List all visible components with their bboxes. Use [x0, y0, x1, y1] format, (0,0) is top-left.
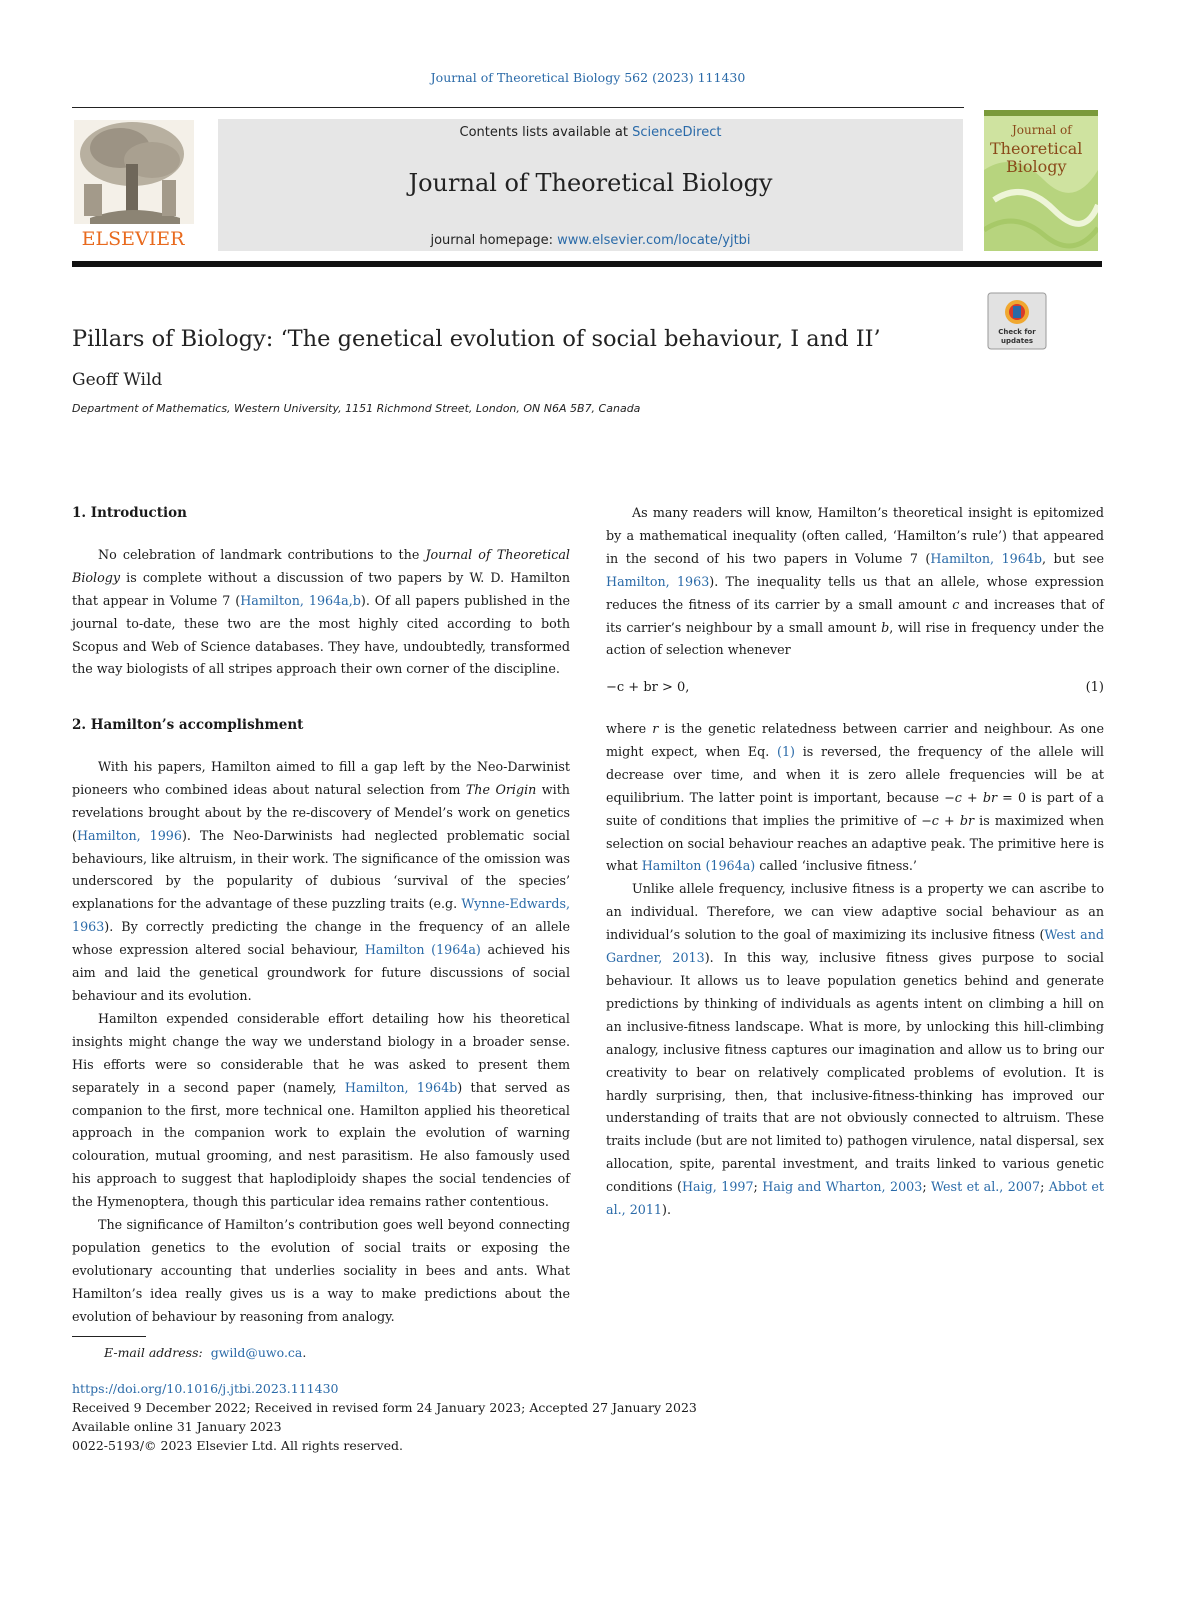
- cite-hamilton-1964b[interactable]: Hamilton, 1964b: [344, 1079, 458, 1095]
- hamilton-paragraph-1: With his papers, Hamilton aimed to fill a gap left by the Neo-Darwinist pioneers who combined ideas about natural selection from The Origin with revelations brought about by the re-discovery of Mendel’s work on genetics (Hamilton, 1996). The Neo-Darwinists had neglected problematic social behaviours, like altruism, in their work. The significance of the omission was underscored by the popularity of dubious ‘survival of the species’ explanations for the advantage of these puzzling traits (e.g. Wynne-Edwards, 1963). By correctly predicting the change in the frequency of an allele whose expression altered social behaviour, Hamilton (1964a) achieved his aim and laid the genetical groundwork for future discussions of social behaviour and its evolution.: [72, 758, 570, 1003]
- author-name: Geoff Wild: [72, 370, 163, 390]
- ref-eq-1[interactable]: (1): [777, 743, 795, 759]
- sciencedirect-link[interactable]: ScienceDirect: [632, 125, 722, 140]
- contents-line: [218, 125, 963, 140]
- journal-reference[interactable]: Journal of Theoretical Biology 562 (2023) 111430: [430, 70, 746, 85]
- hamilton-paragraph-3: The significance of Hamilton’s contribution goes well beyond connecting population genetics to the evolution of social traits or exposing the evolutionary accounting that underlies sociality in bees and ants. What Hamilton’s idea really gives us is a way to make predictions about the evolution of behaviour by reasoning from analogy.: [72, 1217, 570, 1324]
- cite-hamilton-1964b-see[interactable]: Hamilton, 1964b: [930, 550, 1043, 566]
- cite-haig-1997[interactable]: Haig, 1997: [681, 1179, 754, 1195]
- cite-wynne-edwards-1963[interactable]: Wynne-Edwards, 1963: [72, 896, 570, 935]
- svg-text:updates: updates: [1001, 337, 1033, 345]
- homepage-prefix: journal homepage:: [430, 233, 558, 248]
- equation-number: (1): [1085, 680, 1104, 695]
- section-2: [72, 714, 570, 1329]
- email-suffix: .: [302, 1345, 307, 1360]
- right-column-bottom: [606, 718, 1104, 1222]
- available-online: Available online 31 January 2023: [72, 1419, 282, 1434]
- cite-hamilton-1996[interactable]: Hamilton, 1996: [76, 827, 182, 843]
- article-footer: [72, 1379, 697, 1455]
- article-title: Pillars of Biology: ‘The genetical evolution of social behaviour, I and II’: [72, 326, 881, 352]
- svg-text:Biology: Biology: [1006, 157, 1067, 176]
- cite-west-gardner-2013[interactable]: West and Gardner, 2013: [606, 927, 1104, 966]
- cite-hamilton-1964a-fitness[interactable]: Hamilton (1964a): [641, 858, 756, 874]
- contents-prefix: Contents lists available at: [459, 125, 633, 140]
- intro-paragraph: No celebration of landmark contributions to the Journal of Theoretical Biology is complete without a discussion of two papers by W. D. Hamilton that appear in Volume 7 (Hamilton, 1964a,b). Of all papers published in the journal to-date, these two are the most highly cited according to both Scopus and Web of Science databases. They have, undoubtedly, transformed the way biologists of all stripes approach their own corner of the discipline.: [72, 546, 571, 677]
- homepage-line: [218, 233, 963, 248]
- author-affiliation: Department of Mathematics, Western University, 1151 Richmond Street, London, ON N6A 5B7, Canada: [72, 402, 641, 415]
- equation-1: [606, 680, 1104, 695]
- journal-cover[interactable]: [984, 110, 1098, 251]
- email-label: E-mail address:: [104, 1345, 203, 1360]
- inclusive-fitness-paragraph: Unlike allele frequency, inclusive fitness is a property we can ascribe to an individual. Therefore, we can view adaptive social behaviour as an individual’s solution to the goal of maximizing its inclusive fitness (West and Gardner, 2013). In this way, inclusive fitness gives purpose to social behaviour. It allows us to leave population genetics behind and generate predictions by thinking of individuals as agents intent on climbing a hill on an inclusive-fitness landscape. What is more, by unlocking this hill-climbing analogy, inclusive fitness captures our imagination and allow us to bring our creativity to bear on relatively complicated problems of evolution. It is hardly surprising, then, that inclusive-fitness-thinking has improved our understanding of traits that are not obviously connected to altruism. These traits include (but are not limited to) pathogen virulence, natal dispersal, sex allocation, spite, parental investment, and traits linked to various genetic conditions (Haig, 1997; Haig and Wharton, 2003; West et al., 2007; Abbot et al., 2011).: [606, 881, 1104, 1218]
- relatedness-paragraph: where r is the genetic relatedness between carrier and neighbour. As one might expect, when Eq. (1) is reversed, the frequency of the allele will decrease over time, and when it is zero allele frequencies will be at equilibrium. The latter point is important, because −c + br = 0 is part of a suite of conditions that implies the primitive of −c + br is maximized when selection on social behaviour reaches an adaptive peak. The primitive here is what Hamilton (1964a) called ‘inclusive fitness.’: [606, 721, 1104, 874]
- cite-abbot-2011[interactable]: Abbot et al., 2011: [606, 1179, 1104, 1218]
- homepage-link[interactable]: www.elsevier.com/locate/yjtbi: [557, 233, 751, 248]
- check-for-updates-badge[interactable]: [987, 292, 1047, 350]
- doi-link[interactable]: https://doi.org/10.1016/j.jtbi.2023.111430: [72, 1381, 339, 1396]
- section-2-heading: 2. Hamilton’s accomplishment: [72, 717, 304, 733]
- cite-hamilton-1964a[interactable]: Hamilton (1964a): [364, 942, 481, 958]
- elsevier-tree-icon: [70, 114, 196, 250]
- svg-text:ELSEVIER: ELSEVIER: [81, 228, 185, 250]
- copyright: 0022-5193/© 2023 Elsevier Ltd. All rights reserved.: [72, 1438, 403, 1453]
- header-thick-rule: [72, 261, 1102, 267]
- hamilton-paragraph-2: Hamilton expended considerable effort detailing how his theoretical insights might change the way we understand biology in a broader sense. His efforts were so considerable that he was asked to present them separately in a second paper (namely, Hamilton, 1964b) that served as companion to the first, more technical one. Hamilton applied his theoretical approach in the companion work to explain the evolution of warning colouration, mutual grooming, and nest parasitism. He also famously used his approach to suggest that haplodiploidy shapes the social tendencies of the Hymenoptera, though this particular idea remains rather contentious.: [72, 1010, 570, 1210]
- journal-title: Journal of Theoretical Biology: [408, 169, 773, 197]
- svg-text:Theoretical: Theoretical: [990, 139, 1083, 158]
- right-column-top: [606, 502, 1104, 662]
- cite-hamilton-1964ab[interactable]: Hamilton, 1964a,b: [240, 592, 361, 608]
- cite-haig-wharton-2003[interactable]: Haig and Wharton, 2003: [762, 1179, 923, 1195]
- footnote-rule: [72, 1336, 146, 1337]
- cover-image: [984, 110, 1098, 251]
- elsevier-logo: [70, 114, 196, 250]
- header-rule: [72, 107, 964, 108]
- cite-west-2007[interactable]: West et al., 2007: [931, 1179, 1041, 1195]
- check-updates-icon: [987, 292, 1047, 350]
- email-link[interactable]: gwild@uwo.ca: [210, 1345, 303, 1360]
- cite-hamilton-1963[interactable]: Hamilton, 1963: [606, 573, 710, 589]
- email-footnote: [104, 1345, 306, 1360]
- section-1: [72, 502, 570, 681]
- journal-banner: [218, 119, 963, 251]
- svg-text:Journal of: Journal of: [1012, 123, 1072, 137]
- equation-text: −c + br > 0,: [606, 680, 690, 695]
- received-dates: Received 9 December 2022; Received in revised form 24 January 2023; Accepted 27 January 2023: [72, 1400, 697, 1415]
- svg-text:Check for: Check for: [998, 328, 1036, 336]
- rule-paragraph: As many readers will know, Hamilton’s theoretical insight is epitomized by a mathematical inequality (often called, ‘Hamilton’s rule’) that appeared in the second of his two papers in Volume 7 (Hamilton, 1964b, but see Hamilton, 1963). The inequality tells us that an allele, whose expression reduces the fitness of its carrier by a small amount c and increases that of its carrier’s neighbour by a small amount b, will rise in frequency under the action of selection whenever: [606, 505, 1105, 658]
- section-1-heading: 1. Introduction: [72, 505, 187, 521]
